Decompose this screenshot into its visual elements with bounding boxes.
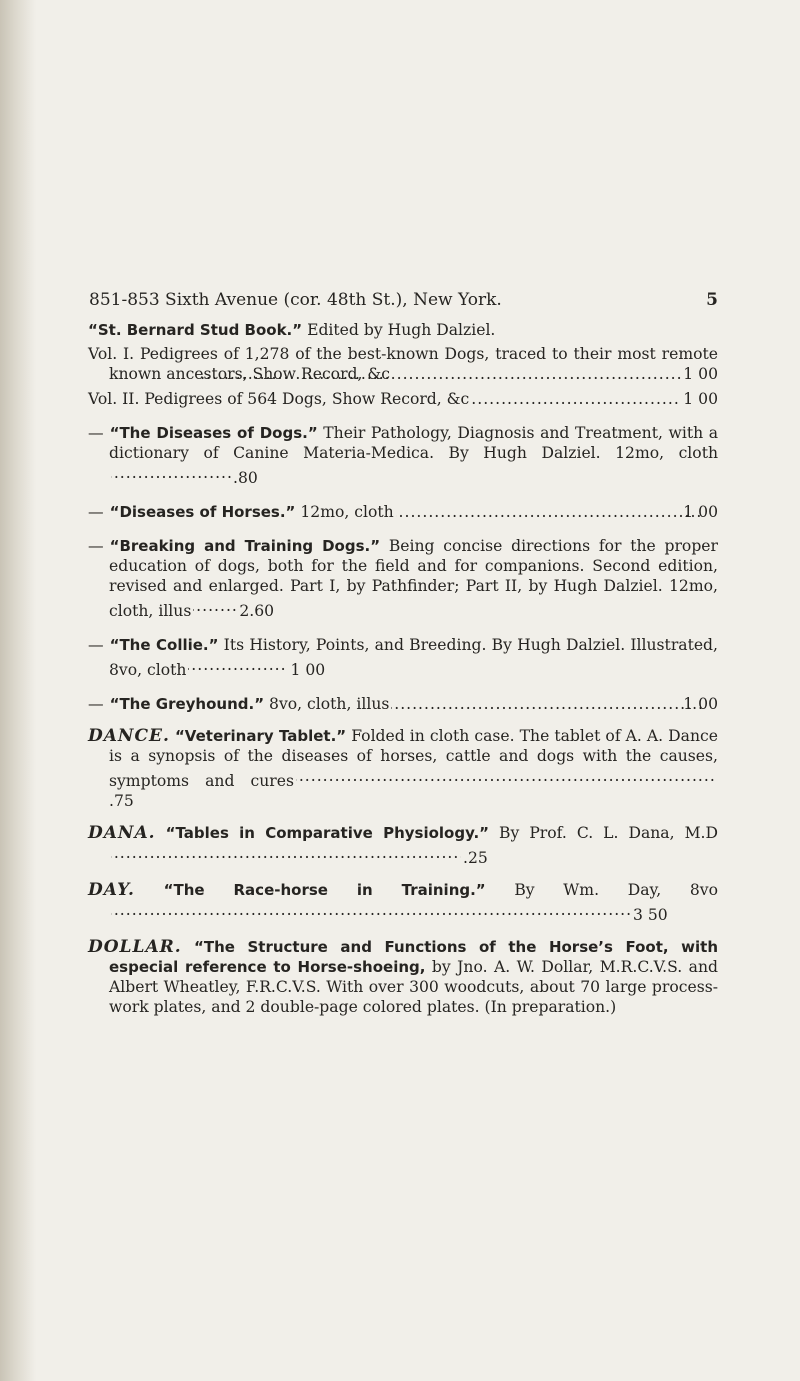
entry-description: 8vo, cloth, illus: [264, 695, 390, 713]
book-title: “The Structure and Functions of the Horse’s Foot, with especial reference to Horse-shoeing,: [109, 938, 718, 976]
entry-description: Their Pathology, Diagnosis and Treatment, with a dictionary of Canine Materia-Medica. By Hugh Dalziel. 12mo, cloth: [109, 424, 718, 462]
price: .25: [463, 849, 488, 867]
dot-leader: [111, 463, 231, 483]
price: 3 50: [633, 906, 668, 924]
entry-description: Its History, Points, and Breeding. By Hugh Dalziel. Illustrated, 8vo, cloth: [109, 636, 719, 679]
publisher-address: 851-853 Sixth Avenue (cor. 48th St.), New York.: [89, 290, 502, 310]
price: 1 00: [683, 503, 718, 521]
catalog-entry: — “The Greyhound.” 8vo, cloth, illus ..... 1 00: [88, 694, 718, 714]
book-title: “The Collie.”: [109, 636, 219, 654]
catalog-page: [88, 290, 718, 1017]
price: 1 00: [683, 365, 718, 383]
book-title: “Veterinary Tablet.”: [174, 727, 347, 745]
entry-description: Edited by Hugh Dalziel.: [302, 321, 496, 339]
dot-leader: [471, 389, 681, 409]
book-title: “Tables in Comparative Physiology.”: [165, 824, 490, 842]
author-name: DANA.: [88, 823, 156, 843]
entry-description: By Wm. Day, 8vo: [485, 881, 718, 899]
entry-description: Folded in cloth case. The tablet of A. A. Dance is a synopsis of the diseases of horses, cattle and dogs with the causes, symptoms and cures: [109, 727, 718, 790]
catalog-entry: [88, 880, 718, 925]
author-name: DANCE.: [88, 726, 170, 746]
book-title: “Diseases of Horses.”: [109, 503, 296, 521]
running-head: [88, 290, 718, 314]
catalog-subentry: [88, 344, 718, 384]
dot-leader: [391, 694, 702, 714]
author-name: DAY.: [88, 880, 135, 900]
dot-leader: [193, 596, 237, 616]
page-number: 5: [706, 290, 718, 310]
price: 1 00: [683, 390, 718, 408]
price: 1 00: [290, 661, 326, 679]
entry-description: 12mo, cloth: [295, 503, 394, 521]
price: .75: [109, 792, 134, 810]
volume-description: Vol. II. Pedigrees of 564 Dogs, Show Record, &c: [88, 390, 470, 408]
book-title: “The Race-horse in Training.”: [163, 881, 486, 899]
catalog-entry: [88, 937, 718, 1017]
book-title: “The Diseases of Dogs.”: [109, 424, 318, 442]
catalog-entry: [88, 726, 718, 811]
entry-description: Being concise directions for the proper education of dogs, both for the field and for companions. Second edition, revised and enlarged. Part I, by Pathfinder; Part II, by Hugh Dalziel. 12mo, cloth, illus: [109, 537, 718, 620]
price: 1 00: [683, 695, 718, 713]
entry-description: by Jno. A. W. Dollar, M.R.C.V.S. and Albert Wheatley, F.R.C.V.S. With over 300 woodcuts, about 70 large process-work plates, and 2 double-page colored plates. (In preparation.): [109, 958, 718, 1016]
price: .80: [233, 469, 258, 487]
catalog-entry: — “The Diseases of Dogs.” Their Pathology, Diagnosis and Treatment, with a dictionary of Canine Materia-Medica. By Hugh Dalziel. 12mo, cloth......80: [88, 423, 718, 488]
volume-description: Vol. I. Pedigrees of 1,278 of the best-known Dogs, traced to their most remote known ancestors, Show Record, &c: [88, 345, 718, 383]
dot-leader: [111, 900, 631, 920]
book-title: “The Greyhound.”: [109, 695, 265, 713]
book-title: “Breaking and Training Dogs.”: [109, 537, 381, 555]
entry-description: By Prof. C. L. Dana, M.D: [489, 824, 718, 842]
dot-leader: [296, 766, 716, 786]
catalog-entry: — “The Collie.” Its History, Points, and Breeding. By Hugh Dalziel. Illustrated, 8vo, cloth..... 1 00: [88, 635, 718, 680]
dot-leader: [188, 655, 288, 675]
price: 2.60: [239, 602, 275, 620]
catalog-entry: [88, 823, 718, 868]
dot-leader: [111, 843, 461, 863]
dot-leader: [200, 364, 681, 384]
author-name: DOLLAR.: [88, 937, 182, 957]
catalog-entry: — “Diseases of Horses.” 12mo, cloth ..... 1 00: [88, 502, 718, 522]
book-title: “St. Bernard Stud Book.”: [88, 321, 303, 339]
catalog-entry: — “Breaking and Training Dogs.” Being concise directions for the proper education of dogs, both for the field and for companions. Second edition, revised and enlarged. Part I, by Pathfinder; Part II, by Hugh Dalziel. 12mo, cloth, illus..... 2.60: [88, 536, 718, 621]
catalog-entry: [88, 320, 718, 340]
page-edge-shadow: [0, 0, 36, 1381]
catalog-subentry: [88, 389, 718, 409]
dot-leader: [396, 502, 703, 522]
